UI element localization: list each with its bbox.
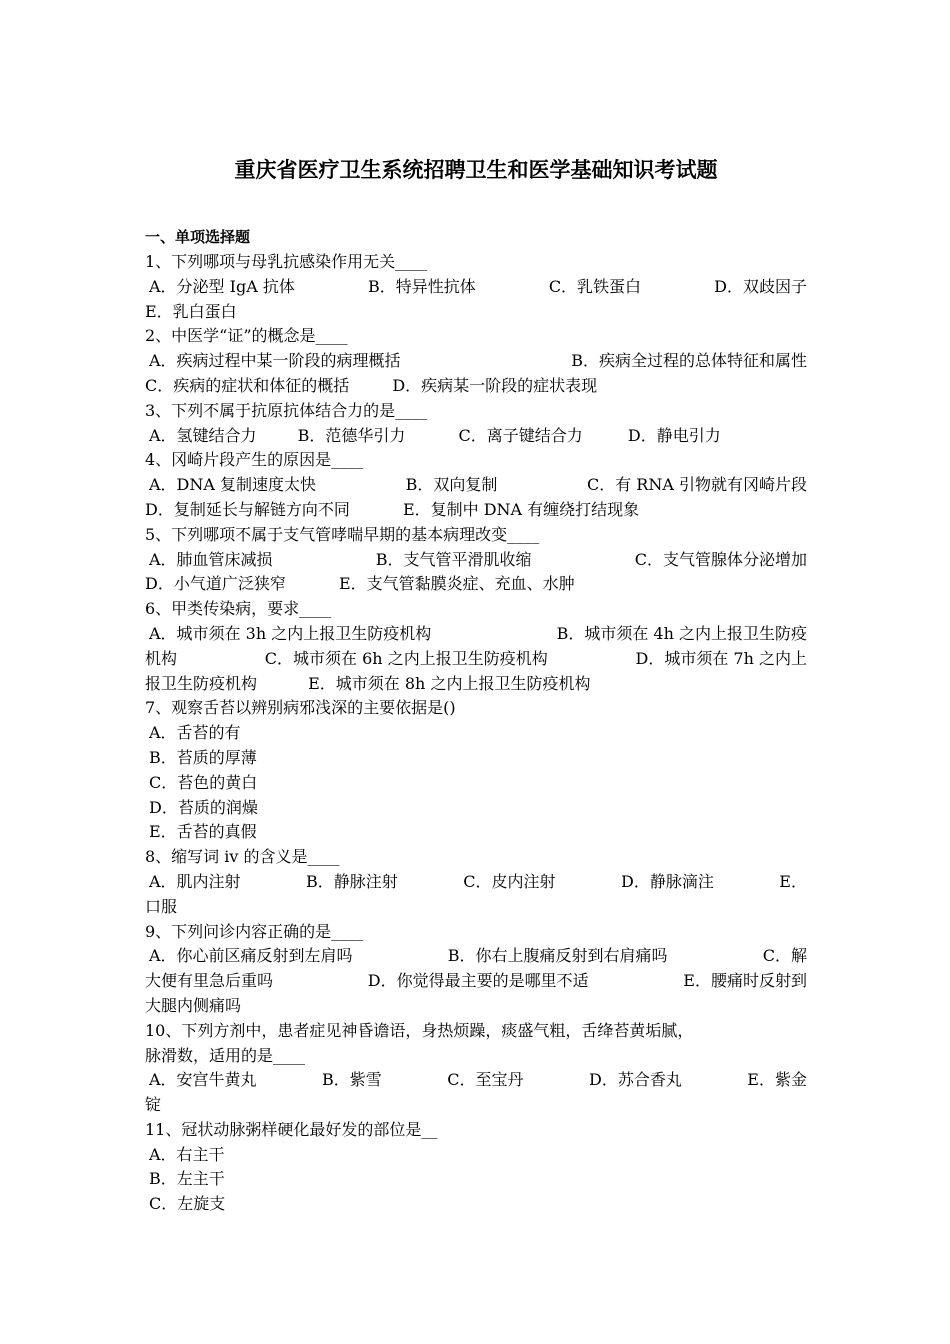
option: D．双歧因子 [714, 276, 807, 296]
question-3: 3、下列不属于抗原抗体结合力的是____ [145, 400, 428, 420]
option: A．你心前区痛反射到左肩吗 [149, 946, 353, 966]
question-6-options [145, 622, 807, 647]
question-6: 6、甲类传染病，要求____ [145, 599, 332, 619]
option: B．特异性抗体 [367, 276, 476, 296]
option: E．城市须在 8h 之内上报卫生防疫机构 [308, 673, 591, 693]
option: B．你右上腹痛反射到右肩痛吗 [447, 946, 668, 966]
option-wrap: 口服 [145, 896, 178, 916]
question-6-options-3 [145, 672, 807, 697]
question-10: 10、下列方剂中，患者症见神昏谵语，身热烦躁，痰盛气粗，舌绛苔黄垢腻， [145, 1020, 694, 1040]
option: D．静电引力 [627, 425, 721, 445]
question-4: 4、冈崎片段产生的原因是____ [145, 450, 364, 470]
option: C．疾病的症状和体征的概括 [145, 375, 350, 395]
option: C．至宝丹 [447, 1070, 524, 1090]
question-10-cont: 脉滑数，适用的是____ [145, 1045, 306, 1065]
question-5-options [145, 548, 807, 573]
option: C．乳铁蛋白 [548, 276, 642, 296]
option: D．静脉滴注 [620, 871, 714, 891]
document-title: 重庆省医疗卫生系统招聘卫生和医学基础知识考试题 [234, 158, 718, 182]
option: E．支气管黏膜炎症、充血、水肿 [338, 574, 575, 594]
option: C．支气管腺体分泌增加 [634, 549, 807, 569]
option: A．舌苔的有 [149, 723, 241, 743]
option: A．疾病过程中某一阶段的病理概括 [149, 351, 401, 371]
question-6-options-2 [145, 647, 807, 672]
option: B．左主干 [149, 1169, 225, 1189]
question-2-options [145, 349, 807, 374]
option-wrap: 大腿内侧痛吗 [145, 995, 242, 1015]
question-2-options-2 [145, 374, 807, 399]
option: A．肌内注射 [149, 871, 241, 891]
question-9-options [145, 944, 807, 969]
question-1: 1、下列哪项与母乳抗感染作用无关____ [145, 252, 428, 271]
option: E．腰痛时反射到 [683, 971, 807, 991]
question-8-options [145, 870, 807, 895]
option: C．有 RNA 引物就有冈崎片段 [586, 475, 807, 495]
question-10-options [145, 1068, 807, 1093]
option: C．解 [762, 946, 807, 966]
question-4-options-2 [145, 498, 807, 523]
option: D．小气道广泛狭窄 [145, 574, 286, 594]
option: D．你觉得最主要的是哪里不适 [367, 971, 589, 991]
option: A．分泌型 IgA 抗体 [149, 276, 295, 296]
option: D．疾病某一阶段的症状表现 [392, 375, 598, 395]
option: C．苔色的黄白 [149, 772, 258, 792]
question-list [145, 250, 807, 1217]
question-9-options-2 [145, 969, 807, 994]
option: B．苔质的厚薄 [149, 747, 257, 767]
option-wrap: 大便有里急后重吗 [145, 971, 274, 991]
question-5-options-2 [145, 572, 807, 597]
option: A．肺血管床减损 [149, 549, 273, 569]
option: A．右主干 [149, 1144, 225, 1164]
question-3-options [145, 424, 807, 449]
option: E．乳白蛋白 [145, 301, 237, 321]
option: E． [779, 871, 807, 891]
question-7: 7、观察舌苔以辨别病邪浅深的主要依据是() [145, 698, 456, 718]
option: B．城市须在 4h 之内上报卫生防疫 [556, 623, 807, 643]
option: B．疾病全过程的总体特征和属性 [571, 351, 807, 371]
section-heading: 一、单项选择题 [145, 228, 251, 246]
option: E．紫金 [747, 1070, 807, 1090]
option: B．范德华引力 [297, 425, 406, 445]
question-11: 11、冠状动脉粥样硬化最好发的部位是__ [145, 1119, 438, 1139]
question-5: 5、下列哪项不属于支气管哮喘早期的基本病理改变____ [145, 524, 540, 544]
option: E．复制中 DNA 有缠绕打结现象 [402, 499, 640, 519]
question-9: 9、下列问诊内容正确的是____ [145, 921, 364, 941]
option: C．皮内注射 [463, 871, 556, 891]
option: A．DNA 复制速度太快 [149, 475, 317, 495]
question-1-options [145, 275, 807, 300]
option: C．左旋支 [149, 1194, 226, 1214]
question-4-options [145, 473, 807, 498]
option: B．紫雪 [322, 1070, 382, 1090]
option: A．氢键结合力 [149, 425, 257, 445]
option: D．复制延长与解链方向不同 [145, 499, 350, 519]
option: D．城市须在 7h 之内上 [635, 648, 807, 668]
option: C．离子键结合力 [458, 425, 583, 445]
option-wrap: 报卫生防疫机构 [145, 673, 258, 693]
option: E．舌苔的真假 [149, 822, 257, 842]
option: B．支气管平滑肌收缩 [375, 549, 532, 569]
option: A．安宫牛黄丸 [149, 1070, 257, 1090]
option: D．苏合香丸 [588, 1070, 682, 1090]
option: A．城市须在 3h 之内上报卫生防疫机构 [149, 623, 432, 643]
question-8: 8、缩写词 iv 的含义是____ [145, 847, 340, 867]
question-2: 2、中医学“证”的概念是____ [145, 326, 348, 346]
option-wrap: 机构 [145, 648, 178, 668]
option-wrap: 锭 [145, 1095, 162, 1115]
option: B．静脉注射 [306, 871, 398, 891]
option: D．苔质的润燥 [149, 797, 258, 817]
option: C．城市须在 6h 之内上报卫生防疫机构 [264, 648, 548, 668]
option: B．双向复制 [405, 475, 498, 495]
